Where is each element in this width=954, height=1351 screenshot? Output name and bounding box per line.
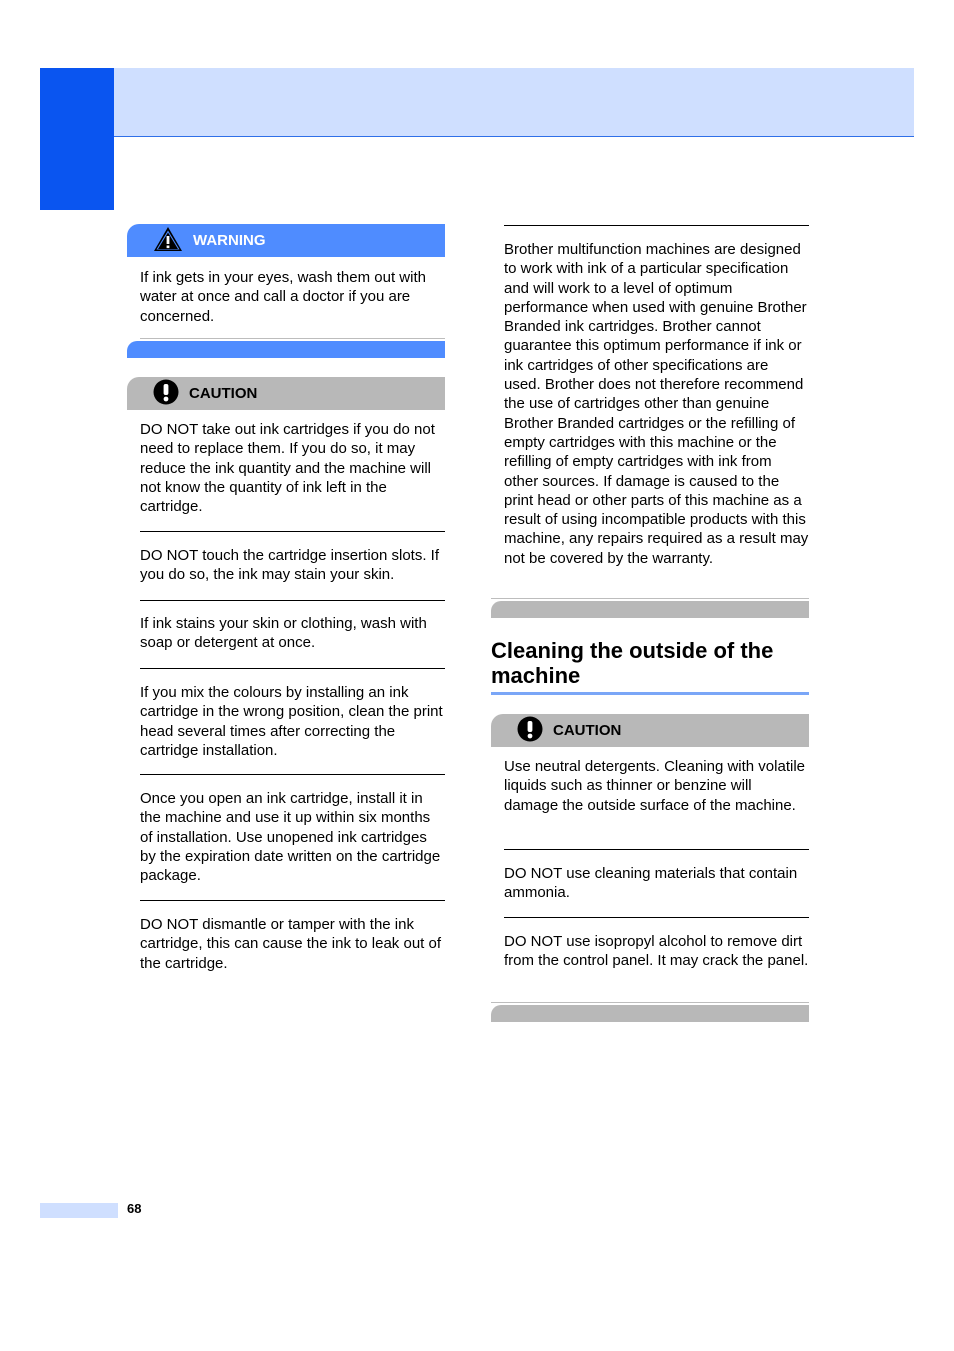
caution-label: CAUTION [553, 722, 622, 739]
page-number: 68 [127, 1201, 142, 1216]
caution-end-bar [491, 1005, 809, 1022]
caution-item: DO NOT dismantle or tamper with the ink cartridge, this can cause the ink to leak out of the cartridge. [140, 916, 442, 972]
note-text: Brother multifunction machines are designed to work with ink of a particular specification and will work to a level of optimum performance when used with genuine Brother Branded ink cartridges. Brother cannot guarantee this optimum performance if ink or ink cartridges of other specifications are used. Brother does not therefore recommend the use of cartridges other than genuine Brother Branded cartridges or the refilling of empty cartridges with this machine or the refilling of empty cartridges with ink from other sources. If damage is caused to the print head or other parts of this machine as a result of using incompatible products with this machine, any repairs required as a result may not be covered by the warranty. [504, 241, 809, 567]
page-number-bar [40, 1203, 118, 1218]
caution-item: If ink stains your skin or clothing, wash with soap or detergent at once. [140, 615, 427, 652]
divider [491, 598, 809, 599]
divider [140, 900, 445, 901]
caution-label: CAUTION [189, 385, 258, 402]
caution-item: DO NOT take out ink cartridges if you do not need to replace them. If you do so, it may reduce the ink quantity and the machine will not know the quantity of ink left in the cartridge. [140, 421, 435, 516]
exclamation-circle-icon [517, 716, 543, 746]
section-underline [491, 692, 809, 695]
divider [140, 338, 445, 339]
divider [491, 1002, 809, 1003]
caution-item: Once you open an ink cartridge, install it in the machine and use it up within six months of installation. Use unopened ink cartridges by the expiration date written on the cartridge package. [140, 790, 441, 885]
warning-text: If ink gets in your eyes, wash them out with water at once and call a doctor if you are concerned. [140, 269, 426, 325]
caution-item: DO NOT use isopropyl alcohol to remove dirt from the control panel. It may crack the panel. [504, 933, 809, 970]
caution-item: DO NOT touch the cartridge insertion slots. If you do so, the ink may stain your skin. [140, 547, 440, 584]
warning-triangle-icon [153, 226, 183, 256]
divider [140, 531, 445, 532]
chapter-tab [40, 68, 114, 210]
caution-header [491, 714, 809, 747]
warning-label: WARNING [193, 232, 266, 249]
caution-item: DO NOT use cleaning materials that contain ammonia. [504, 865, 798, 902]
caution-item: If you mix the colours by installing an ink cartridge in the wrong position, clean the print head several times after correcting the cartridge installation. [140, 684, 443, 759]
note-top-rule [504, 225, 809, 226]
warning-end-bar [127, 341, 445, 358]
section-title: Cleaning the outside of the machine [491, 638, 774, 688]
exclamation-circle-icon [153, 379, 179, 409]
caution-item: Use neutral detergents. Cleaning with volatile liquids such as thinner or benzine will damage the outside surface of the machine. [504, 758, 806, 814]
header-band [114, 68, 914, 137]
divider [140, 600, 445, 601]
note-end-bar [491, 601, 809, 618]
divider [140, 668, 445, 669]
divider [504, 849, 809, 850]
divider [140, 774, 445, 775]
divider [504, 917, 809, 918]
caution-header [127, 377, 445, 410]
warning-header [127, 224, 445, 257]
